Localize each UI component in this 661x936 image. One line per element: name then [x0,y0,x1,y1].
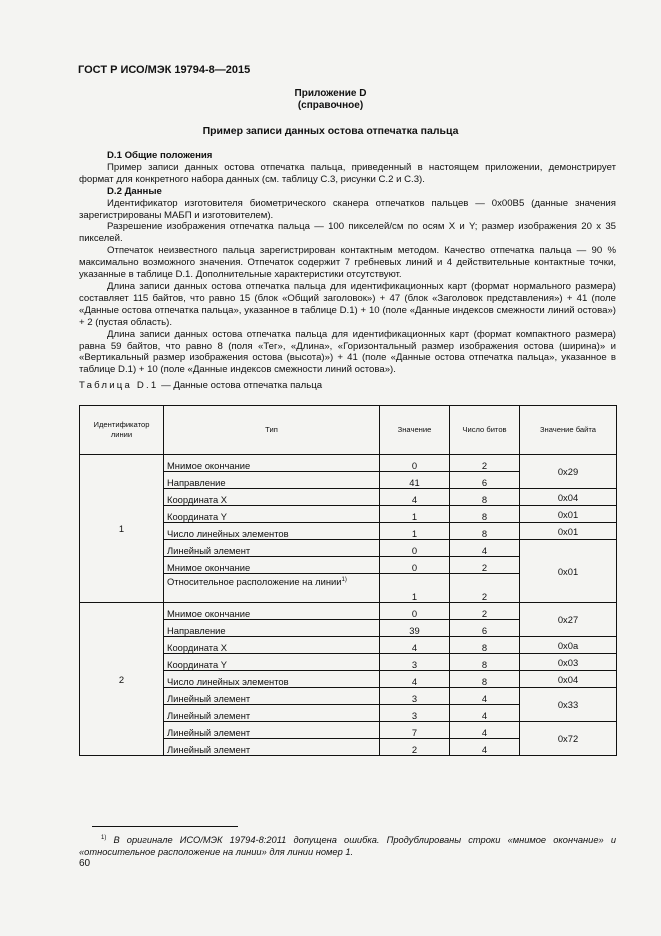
section-heading: D.1 Общие положения [107,150,213,161]
type-cell [164,455,380,472]
section-title: Пример записи данных остова отпечатка пальца [202,125,459,137]
bits-cell: 4 [450,705,520,722]
table-caption-text: — Данные остова отпечатка пальца [158,380,323,391]
paragraph: Отпечаток неизвестного пальца зарегистрирован контактным методом. Качество отпечатка пальца — 90 % максимально возможного значения. Отпечаток содержит 7 гребневых линий и 4 действительные контактные точки, указанные в таблице D.1. Дополнительные характеристики отсутствуют. [79,245,616,281]
byte-value-cell: 0x29 [520,455,617,489]
type-text: Линейный элемент [167,744,251,755]
value-cell: 2 [380,739,450,756]
type-cell [164,620,380,637]
type-cell [164,574,380,603]
bits-cell: 2 [450,557,520,574]
type-text: Число линейных элементов [167,676,289,687]
byte-value-cell: 0x27 [520,603,617,637]
value-cell: 4 [380,489,450,506]
appendix-status: (справочное) [297,100,364,111]
value-cell: 41 [380,472,450,489]
value-cell: 39 [380,620,450,637]
value-cell: 4 [380,671,450,688]
type-text: Мнимое окончание [167,562,251,573]
byte-value-cell: 0x01 [520,506,617,523]
type-text: Число линейных элементов [167,528,289,539]
type-text: Координата X [167,494,228,505]
document-header: ГОСТ Р ИСО/МЭК 19794-8—2015 [78,64,251,76]
header-bits: Число битов [450,406,520,455]
type-text: Направление [167,477,226,488]
table-header-row [80,406,617,455]
type-text: Относительное расположение на линии [167,576,342,587]
type-cell [164,472,380,489]
type-text: Мнимое окончание [167,460,251,471]
table-caption [79,380,322,391]
bits-cell: 4 [450,540,520,557]
bits-cell: 6 [450,620,520,637]
type-text: Линейный элемент [167,727,251,738]
type-text: Линейный элемент [167,693,251,704]
value-cell: 0 [380,603,450,620]
bits-cell: 8 [450,637,520,654]
type-text: Направление [167,625,226,636]
paragraph: Разрешение изображения отпечатка пальца — 100 пикселей/см по осям X и Y; размер изображения 20 x 35 пикселей. [79,221,616,245]
byte-value-cell: 0x01 [520,523,617,540]
appendix-title: Приложение D [294,88,367,99]
bits-cell: 8 [450,654,520,671]
footnote [79,832,616,858]
value-cell: 0 [380,455,450,472]
footnote-mark: 1) [101,835,107,841]
data-table [79,405,617,756]
value-cell: 4 [380,637,450,654]
bits-cell: 2 [450,603,520,620]
bits-cell: 4 [450,739,520,756]
type-cell [164,688,380,705]
byte-value-cell: 0x01 [520,540,617,603]
value-cell: 7 [380,722,450,739]
byte-value-cell: 0x04 [520,489,617,506]
byte-value-cell: 0x03 [520,654,617,671]
type-cell [164,603,380,620]
type-cell [164,489,380,506]
type-cell [164,722,380,739]
byte-value-cell: 0x72 [520,722,617,756]
value-cell: 3 [380,688,450,705]
table-caption-label: Таблица D.1 [79,380,159,391]
value-cell: 0 [380,540,450,557]
value-cell: 3 [380,705,450,722]
type-cell [164,557,380,574]
table-row [80,455,617,472]
paragraph: Длина записи данных остова отпечатка пальца для идентификационных карт (формат компактного размера) равна 59 байтов, что равно 8 (поля «Тег», «Длина», «Горизонтальный размер изображения остова (ширина)» и «Вертикальный размер изображения остова (высота)») + 41 (поле «Данные остова отпечатка пальца», указанное в таблице D.1) + 10 (поле «Данные индексов смежности линий остова»). [79,328,616,376]
paragraph: Длина записи данных остова отпечатка пальца для идентификационных карт (формат нормального размера) составляет 115 байтов, что равно 15 (блок «Общий заголовок») + 47 (блок «Заголовок представления») + 41 (поле «Данные остова отпечатка пальца», указанное в таблице D.1) + 10 (поле «Данные индексов смежности линий остова») + 2 (пустая область). [79,280,616,328]
type-cell [164,671,380,688]
header-type: Тип [164,406,380,455]
bits-cell: 2 [450,455,520,472]
header-byte-value: Значение байта [520,406,617,455]
header-line-id: Идентификатор линии [80,406,164,455]
type-cell [164,506,380,523]
footnote-text: В оригинале ИСО/МЭК 19794-8:2011 допущена ошибка. Продублированы строки «мнимое окончание» и «относительное расположение на линии» для линии номер 1. [79,835,616,858]
value-cell: 0 [380,557,450,574]
body-text [79,150,616,376]
byte-value-cell: 0x0a [520,637,617,654]
header-value: Значение [380,406,450,455]
byte-value-cell: 0x04 [520,671,617,688]
value-cell: 3 [380,654,450,671]
line-id-cell: 1 [80,455,164,603]
value-cell: 1 [380,523,450,540]
bits-cell: 4 [450,688,520,705]
page-number: 60 [79,858,91,869]
paragraph: Идентификатор изготовителя биометрического сканера отпечатков пальцев — 0x00B5 (данные значения зарегистрированы МАБП и изготовителем). [79,197,616,221]
type-cell [164,739,380,756]
type-text: Координата Y [167,511,228,522]
bits-cell: 8 [450,671,520,688]
value-cell: 1 [380,574,450,603]
type-text: Координата Y [167,659,228,670]
byte-value-cell: 0x33 [520,688,617,722]
type-text: Линейный элемент [167,545,251,556]
bits-cell: 8 [450,506,520,523]
line-id-cell: 2 [80,603,164,756]
bits-cell: 8 [450,523,520,540]
paragraph: Пример записи данных остова отпечатка пальца, приведенный в настоящем приложении, демонстрирует формат для конкретного набора данных (см. таблицу С.3, рисунки С.2 и С.3). [79,161,616,185]
type-text: Мнимое окончание [167,608,251,619]
type-cell [164,654,380,671]
type-text: Линейный элемент [167,710,251,721]
type-cell [164,540,380,557]
type-cell [164,637,380,654]
footnote-rule [92,826,238,827]
bits-cell: 4 [450,722,520,739]
section-heading: D.2 Данные [107,185,162,197]
bits-cell: 6 [450,472,520,489]
type-text: Координата X [167,642,228,653]
bits-cell: 2 [450,574,520,603]
bits-cell: 8 [450,489,520,506]
table-row [80,603,617,620]
type-cell [164,705,380,722]
value-cell: 1 [380,506,450,523]
footnote-ref: 1) [341,576,347,583]
type-cell [164,523,380,540]
